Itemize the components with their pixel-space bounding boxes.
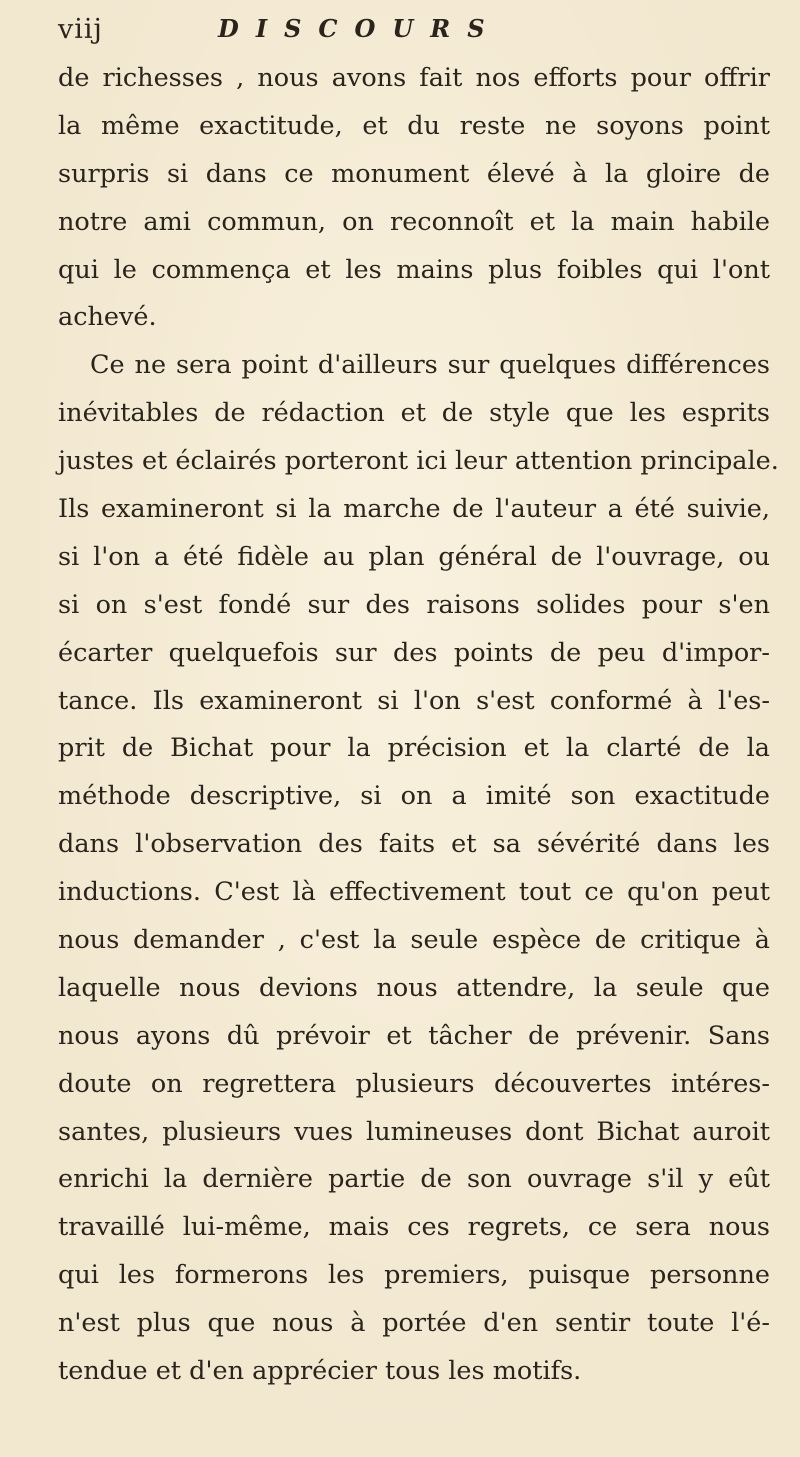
- text-line: méthode descriptive, si on a imité son exactitude: [58, 781, 770, 812]
- text-line: de richesses , nous avons fait nos efforts pour offrir: [58, 63, 770, 93]
- text-line: travaillé lui-même, mais ces regrets, ce sera nous: [58, 1212, 770, 1243]
- text-line: dans l'observation des faits et sa sévérité dans les: [58, 829, 770, 860]
- text-line: laquelle nous devions nous attendre, la seule que: [58, 972, 770, 1003]
- text-line: qui le commença et les mains plus foibles qui l'ont: [58, 254, 770, 285]
- page-number: viij: [58, 14, 103, 45]
- text-line: qui les formerons les premiers, puisque personne: [58, 1260, 770, 1291]
- text-line: inévitables de rédaction et de style que les esprits: [58, 398, 770, 429]
- text-line: n'est plus que nous à portée d'en sentir toute l'é-: [58, 1308, 770, 1339]
- text-line: santes, plusieurs vues lumineuses dont Bichat auroit: [58, 1116, 770, 1147]
- text-line: prit de Bichat pour la précision et la clarté de la: [58, 733, 770, 764]
- text-line: tendue et d'en apprécier tous les motifs.: [58, 1356, 582, 1387]
- text-line: si on s'est fondé sur des raisons solides pour s'en: [58, 589, 770, 620]
- text-line: achevé.: [58, 302, 157, 333]
- text-line: nous ayons dû prévoir et tâcher de prévenir. Sans: [58, 1020, 770, 1051]
- text-line: Ce ne sera point d'ailleurs sur quelques différences: [90, 350, 770, 381]
- text-line: justes et éclairés porteront ici leur attention principale.: [58, 446, 779, 477]
- body-text: [58, 55, 779, 1396]
- running-head: DISCOURS: [218, 14, 502, 43]
- text-line: inductions. C'est là effectivement tout ce qu'on peut: [58, 877, 770, 908]
- text-line: enrichi la dernière partie de son ouvrage s'il y eût: [58, 1164, 770, 1195]
- text-line: si l'on a été fidèle au plan général de l'ouvrage, ou: [58, 541, 770, 572]
- text-line: tance. Ils examineront si l'on s'est conformé à l'es-: [58, 685, 770, 716]
- text-line: nous demander , c'est la seule espèce de critique à: [58, 925, 770, 956]
- text-line: surpris si dans ce monument élevé à la gloire de: [58, 158, 770, 189]
- text-line: doute on regrettera plusieurs découvertes intéres-: [58, 1068, 770, 1099]
- page-header: [58, 12, 760, 52]
- text-line: la même exactitude, et du reste ne soyons point: [58, 110, 770, 141]
- text-line: Ils examineront si la marche de l'auteur a été suivie,: [58, 494, 770, 525]
- text-line: notre ami commun, on reconnoît et la main habile: [58, 206, 770, 237]
- text-line: écarter quelquefois sur des points de peu d'impor-: [58, 637, 770, 668]
